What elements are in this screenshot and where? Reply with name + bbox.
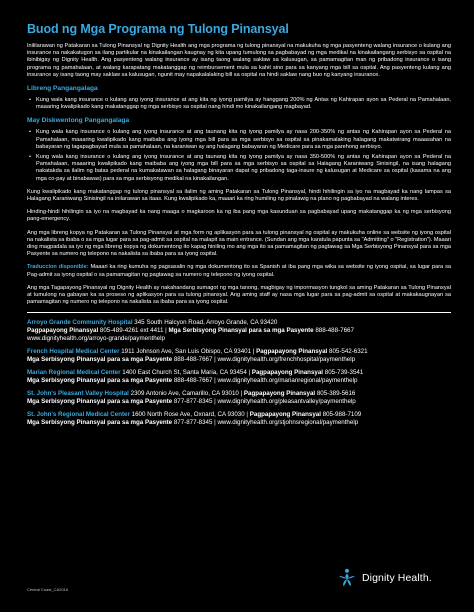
pfs-phone[interactable]: 888-488-7667 [315, 327, 354, 335]
pfs-phone[interactable]: 888-488-7667 [173, 356, 213, 364]
hospital-website-link[interactable]: www.dignityhealth.org/frenchhospital/paymenthelp [217, 356, 356, 364]
hospital-address: 1600 North Rose Ave, Oxnard, CA 93030 [131, 411, 245, 419]
free-care-list [27, 97, 451, 111]
translation-paragraph: Traduccion disponible: Maaari ka ring kumuha ng pagsasalin ng mga dokumentong ito sa Spanish at iba pang mga wika sa website ng iyong ospital, sa lugar para sa Pag-admit sa iyong ospital o sa pamamagitan ng pagtawag sa numero ng telepono ng iyong ospital. [27, 264, 451, 278]
hospital-entry: Arroyo Grande Community Hospital 345 South Halcyon Road, Arroyo Grande, CA 93420 Pagpapayong Pinansyal 805-489-4261 ext 4411 | Mga Serbisyong Pinansyal para sa mga Pasyente 888-488-7667 www.dignityhealth.org/arroyo-grande/paymenthelp [27, 319, 354, 343]
hospital-name: Arroyo Grande Community Hospital [27, 319, 133, 327]
counselor-phone[interactable]: 805-489-4261 ext 4411 [99, 327, 164, 335]
hospital-name: St. John's Pleasant Valley Hospital [27, 390, 129, 398]
counselor-phone[interactable]: 805-389-5616 [316, 390, 356, 398]
counselors-paragraph: Ang mga Tagapayong Pinansyal ng Dignity Health ay nakahandang sumagot ng mga tanong, magbigay ng impormasyon tungkol sa aming Patakaran sa Tulong Pinansyal at tumulong na gabayan ka sa proseso ng aplikasyon para sa tulong pinansyal. Ang aming staff ay nasa mga lugar para sa pag-admit sa ospital at makakaugnayan sa pamamagitan ng numero ng telepono na nakalista sa ibaba para sa iyong ospital. [27, 284, 451, 306]
intro-paragraph: Inililarawan ng Patakaran sa Tulong Pinansyal ng Dignity Health ang mga programa ng tulong pinansyal na makukuha ng mga pasyenteng walang insurance o kulang ang insurance na nakakatugon sa ilang partikular na kinakailangan kaugnay ng kita upang tumulong sa pagbabayad ng mga medikal na kinakailangang serbisyo sa ospital na ibinibigay ng Dignity Health. Ang pasyenteng walang insurance ay isang taong walang saklaw sa kalusugan, sa pamamagitan man ng pribadong insurance o isang programa ng pamahalaan, at walang karapatang makatanggap ng reimbursement mula sa kahit sino para sa kanyang mga bill sa ospital. Ang pasyenteng kulang ang insurance ay isang taong may saklaw sa kalusugan, ngunit may napakalalaking bill sa ospital na hindi saklaw nang buo ng kanyang insurance. [27, 43, 451, 78]
hospital-entry: French Hospital Medical Center 1911 Johnson Ave, San Luis Obispo, CA 93401 | Pagpapayong Pinansyal 805-542-6321 Mga Serbisyong Pinansyal para sa mga Pasyente 888-488-7667 | www.dignityhealth.org/frenchhospital/paymenthelp [27, 348, 368, 364]
page-title: Buod ng Mga Programa ng Tulong Pinansyal [27, 22, 289, 36]
hospital-entry: Marian Regional Medical Center 1400 East Church St, Santa Maria, CA 93454 | Pagpapayong Pinansyal 805-739-3541 Mga Serbisyong Pinansyal para sa mga Pasyente 888-488-7667 | www.dignityhealth.org/marianregional/paymenthelp [27, 369, 364, 385]
list-item: • Kung wala kang insurance o kulang ang iyong insurance at ang kita ng iyong pamilya ay hanggang 200% ng Antas ng Kahirapan ayon sa Pederal na Pamahalaan, maaaring kwalipikado kang makatanggap ng mga serbisyo sa ospital nang hindi mo kinakailangang magbayad. [29, 97, 451, 111]
document-code: Central Coast_CA2016 [27, 587, 69, 592]
hospital-address: 1911 Johnson Ave, San Luis Obispo, CA 93401 [121, 348, 252, 356]
bullet-icon: • [29, 154, 31, 161]
document-page [27, 22, 451, 432]
hospital-name: Marian Regional Medical Center [27, 369, 121, 377]
hospital-entry: St. John's Pleasant Valley Hospital 2309 Antonio Ave, Camarillo, CA 93010 | Pagpapayong Pinansyal 805-389-5616 Mga Serbisyong Pinansyal para sa mga Pasyente 877-877-8345 | www.dignityhealth.org/pleasantvalley/paymenthelp [27, 390, 356, 406]
pfs-phone[interactable]: 888-488-7667 [173, 377, 213, 385]
discounted-care-list [27, 129, 451, 182]
logo-text: Dignity Health. [362, 572, 432, 584]
section-divider [27, 312, 451, 313]
hospital-name: St. John's Regional Medical Center [27, 411, 130, 419]
hospital-website-link[interactable]: www.dignityhealth.org/arroyo-grande/paymenthelp [27, 335, 165, 343]
free-copies-paragraph: Ang mga libreng kopya ng Patakaran sa Tulong Pinansyal at mga form ng aplikasyon para sa tulong pinansyal ng ospital ay makukuha online sa website ng iyong ospital na nakalista sa ibaba o sa mga lugar para sa pag-admit sa ospital na malapit sa main entrance. (Sundan ang mga karatula papunta sa "Admitting" o "Registration"). Maaari ding magpadala sa iyo ng mga libreng kopya ng dokumentong ito kapag hiniling mo ang mga ito sa pamamagitan ng pagtawag sa Mga Serbisyong Pinansyal para sa mga Pasyente sa numero ng telepono na nakalista sa ibaba para sa iyong ospital. [27, 229, 451, 258]
hospital-name: French Hospital Medical Center [27, 348, 120, 356]
free-care-heading: Libreng Pangangalaga [27, 85, 98, 93]
dignity-health-logo [336, 567, 456, 589]
hospital-website-link[interactable]: www.dignityhealth.org/pleasantvalley/paymenthelp [217, 398, 356, 406]
counselor-phone[interactable]: 805-739-3541 [324, 369, 364, 377]
list-item: • Kung wala kang insurance o kulang ang iyong insurance at ang taunang kita ng iyong pamilya ay nasa 350-500% ng antas ng Kahirapan ayon sa Pederal na Pamahalaan, maaaring kwalipikado kang maibaba ang iyong mga bill para sa mga serbisyo sa ospital sa Halagang Karaniwang Sinisingil, na isang halagang nakatakda sa ilalim ng batas pederal na kumakatawan sa halagang binayaran dapat ng pribadong taga-insure ng kalusugan at Medicare sa ospital (kasama na ang mga co-pay at binabawas) para sa mga serbisyong medikal na kinakailangan. [29, 154, 451, 182]
dignity-health-logo-icon [336, 567, 358, 589]
counselor-phone[interactable]: 805-542-6321 [329, 348, 368, 356]
translation-label: Traduccion disponible: [27, 264, 89, 271]
hospital-address: 2309 Antonio Ave, Camarillo, CA 93010 [130, 390, 239, 398]
bullet-icon: • [29, 97, 31, 104]
counselor-phone[interactable]: 805-988-7109 [322, 411, 362, 419]
hospital-entry: St. John's Regional Medical Center 1600 North Rose Ave, Oxnard, CA 93030 | Pagpapayong Pinansyal 805-988-7109 Mga Serbisyong Pinansyal para sa mga Pasyente 877-877-8345 | www.dignityhealth.org/stjohnsregional/paymenthelp [27, 411, 362, 427]
pfs-phone[interactable]: 877-877-8345 [173, 398, 213, 406]
hospital-website-link[interactable]: www.dignityhealth.org/stjohnsregional/paymenthelp [217, 419, 359, 427]
emergency-paragraph: Hinding-hindi hihilingin sa iyo na magbayad ka nang maaga o magkaroon ka ng iba pang mga kasunduan sa pagbabayad upang makatanggap ka ng mga serbisyong pang-emergency. [27, 209, 451, 223]
pfs-phone[interactable]: 877-877-8345 [173, 419, 213, 427]
list-item: • Kung wala kang insurance o kulang ang iyong insurance at ang taunang kita ng iyong pamilya ay nasa 200-350% ng antas ng Kahirapan ayon sa Pederal na Pamahalaan, maaaring kwalipikado kang maibaba ang iyong mga bill para sa mga serbisyo sa ospital sa pinakamalaking halagang makatwirang maaasahan na babayaran ng tagapagbayad mula sa pamahalaan, na karaniwan ay ang halagang babayaran ng Medicare para sa mga parehong serbisyo. [29, 129, 451, 150]
discounted-care-heading: May Diskwentong Pangangalaga [27, 117, 130, 125]
hospital-list [27, 319, 451, 427]
hospital-website-link[interactable]: www.dignityhealth.org/marianregional/paymenthelp [217, 377, 358, 385]
hospital-address: 345 South Halcyon Road, Arroyo Grande, CA 93420 [134, 319, 278, 327]
hospital-address: 1400 East Church St, Santa Maria, CA 93454 [122, 369, 247, 377]
eligibility-paragraph: Kung kwalipikado kang makatanggap ng tulong pinansyal sa ilalim ng aming Patakaran sa Tulong Pinansyal, hindi hihilingin sa iyo na magbayad ka nang lampas sa Halagang Karaniwang Sinisingil na inilarawan sa itaas. Kung kwalipikado ka, maaari ka ring humiling ng pinalawig na plano ng pagbabayad na walang interes. [27, 188, 451, 203]
bullet-icon: • [29, 129, 31, 136]
